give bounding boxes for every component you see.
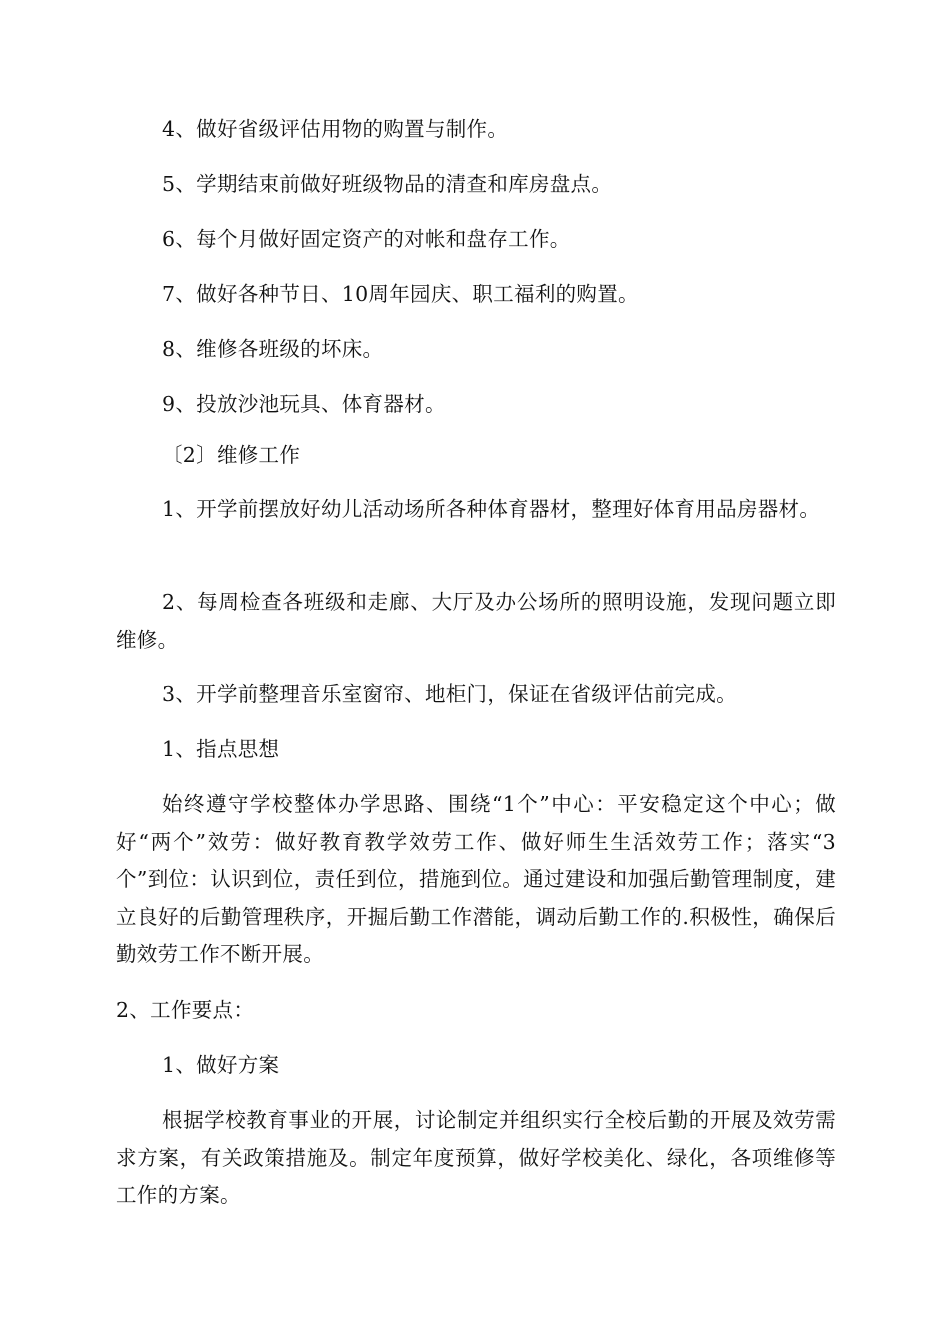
section-heading: 1、指点思想 (162, 737, 280, 761)
list-item: 6、每个月做好固定资产的对帐和盘存工作。 (162, 227, 571, 251)
paragraph: 3、开学前整理音乐室窗帘、地柜门，保证在省级评估前完成。 (162, 682, 737, 706)
section-heading: 2、工作要点： (116, 998, 255, 1022)
list-item: 8、维修各班级的坏床。 (162, 337, 384, 361)
paragraph: 2、每周检查各班级和走廊、大厅及办公场所的照明设施，发现问题立即维修。 (116, 590, 836, 652)
paragraph: 根据学校教育事业的开展，讨论制定并组织实行全校后勤的开展及效劳需求方案，有关政策措施及。制定年度预算，做好学校美化、绿化，各项维修等工作的方案。 (116, 1108, 836, 1207)
list-item: 7、做好各种节日、10周年园庆、职工福利的购置。 (162, 282, 639, 306)
list-item: 5、学期结束前做好班级物品的清查和库房盘点。 (162, 172, 613, 196)
list-item: 4、做好省级评估用物的购置与制作。 (162, 117, 509, 141)
section-heading: 1、做好方案 (162, 1053, 280, 1077)
list-item: 9、投放沙池玩具、体育器材。 (162, 392, 446, 416)
section-heading: 〔2〕维修工作 (162, 443, 301, 467)
paragraph: 始终遵守学校整体办学思路、围绕“1个”中心：平安稳定这个中心；做好“两个”效劳：做好教育教学效劳工作、做好师生生活效劳工作；落实“3个”到位：认识到位，责任到位，措施到位。通过建设和加强后勤管理制度，建立良好的后勤管理秩序，开掘后勤工作潜能，调动后勤工作的.积极性，确保后勤效劳工作不断开展。 (116, 792, 836, 966)
paragraph: 1、开学前摆放好幼儿活动场所各种体育器材，整理好体育用品房器材。 (162, 497, 821, 521)
